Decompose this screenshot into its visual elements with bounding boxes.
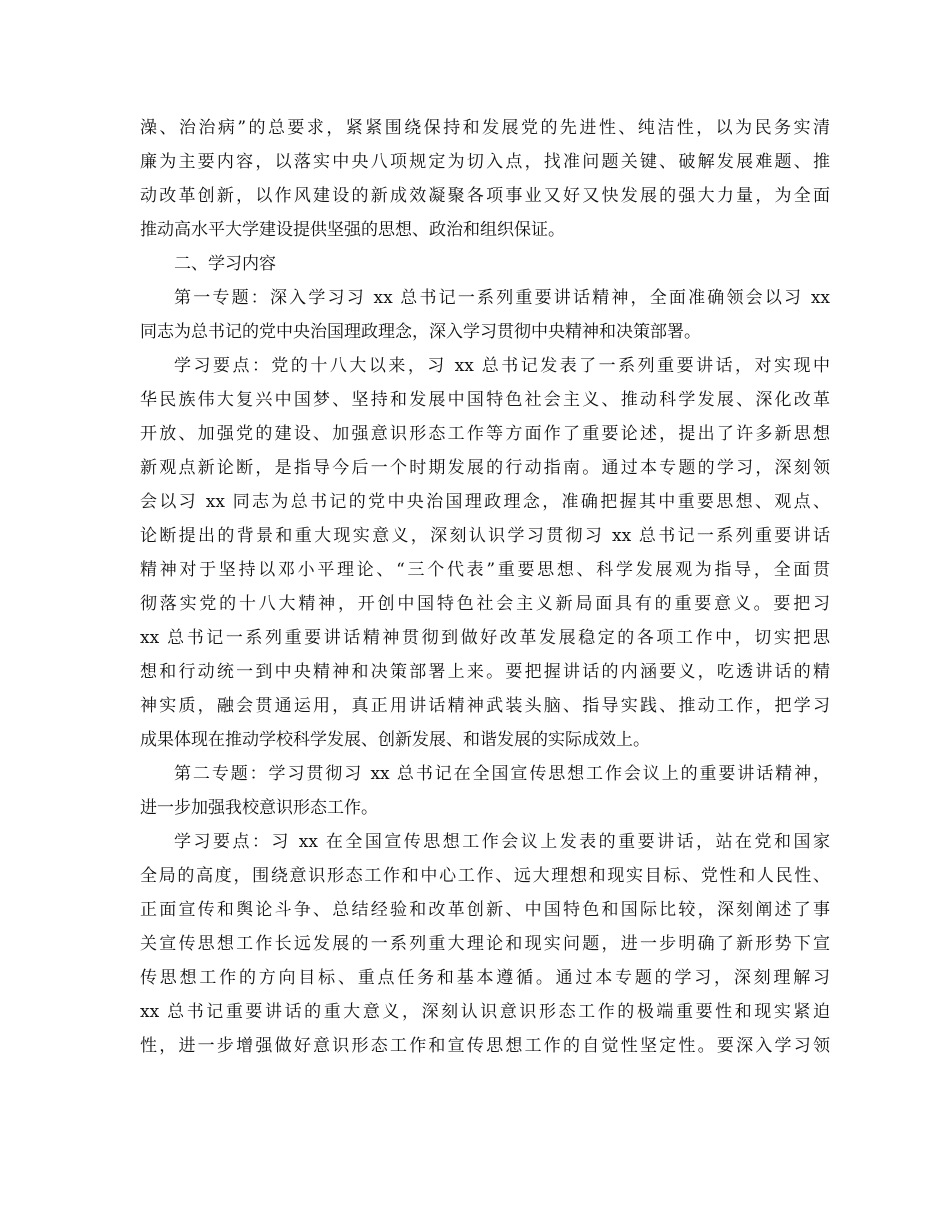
text-line: 彻落实党的十八大精神，开创中国特色社会主义新局面具有的重要意义。要把习 [140, 594, 830, 614]
text-line: 新观点新论断，是指导今后一个时期发展的行动指南。通过本专题的学习，深刻领 [140, 458, 830, 478]
topic-heading: 第一专题：深入学习习 xx 总书记一系列重要讲话精神，全面准确领会以习 xx [174, 288, 830, 308]
topic-heading: 第二专题：学习贯彻习 xx 总书记在全国宣传思想工作会议上的重要讲话精神， [174, 764, 830, 784]
text-line: 推动高水平大学建设提供坚强的思想、政治和组织保证。 [140, 220, 565, 240]
section-heading: 二、学习内容 [174, 254, 276, 274]
text-line: 想和行动统一到中央精神和决策部署上来。要把握讲话的内涵要义，吃透讲话的精 [140, 662, 830, 682]
text-line: 动改革创新，以作风建设的新成效凝聚各项事业又好又快发展的强大力量，为全面 [140, 186, 830, 206]
text-line: 传思想工作的方向目标、重点任务和基本遵循。通过本专题的学习，深刻理解习 [140, 968, 830, 988]
text-line: xx 总书记一系列重要讲话精神贯彻到做好改革发展稳定的各项工作中，切实把思 [140, 628, 830, 648]
document-page [140, 111, 830, 1063]
text-line: 精神对于坚持以邓小平理论、“三个代表”重要思想、科学发展观为指导，全面贯 [140, 560, 830, 580]
text-line: xx 总书记重要讲话的重大意义，深刻认识意识形态工作的极端重要性和现实紧迫 [140, 1002, 830, 1022]
text-line: 论断提出的背景和重大现实意义，深刻认识学习贯彻习 xx 总书记一系列重要讲话 [140, 526, 830, 546]
text-line: 澡、治治病”的总要求，紧紧围绕保持和发展党的先进性、纯洁性，以为民务实清 [140, 118, 830, 138]
text-line: 华民族伟大复兴中国梦、坚持和发展中国特色社会主义、推动科学发展、深化改革 [140, 390, 830, 410]
text-line: 廉为主要内容，以落实中央八项规定为切入点，找准问题关键、破解发展难题、推 [140, 152, 830, 172]
text-line: 进一步加强我校意识形态工作。 [140, 798, 378, 818]
text-line: 成果体现在推动学校科学发展、创新发展、和谐发展的实际成效上。 [140, 730, 650, 750]
text-line: 学习要点：习 xx 在全国宣传思想工作会议上发表的重要讲话，站在党和国家 [174, 832, 830, 852]
text-line: 学习要点：党的十八大以来，习 xx 总书记发表了一系列重要讲话，对实现中 [174, 356, 830, 376]
text-line: 开放、加强党的建设、加强意识形态工作等方面作了重要论述，提出了许多新思想 [140, 424, 830, 444]
text-line: 全局的高度，围绕意识形态工作和中心工作、远大理想和现实目标、党性和人民性、 [140, 866, 830, 886]
text-line: 性，进一步增强做好意识形态工作和宣传思想工作的自觉性坚定性。要深入学习领 [140, 1036, 830, 1056]
text-line: 神实质，融会贯通运用，真正用讲话精神武装头脑、指导实践、推动工作，把学习 [140, 696, 830, 716]
text-line: 关宣传思想工作长远发展的一系列重大理论和现实问题，进一步明确了新形势下宣 [140, 934, 830, 954]
text-line: 会以习 xx 同志为总书记的党中央治国理政理念，准确把握其中重要思想、观点、 [140, 492, 830, 512]
text-line: 正面宣传和舆论斗争、总结经验和改革创新、中国特色和国际比较，深刻阐述了事 [140, 900, 830, 920]
text-line: 同志为总书记的党中央治国理政理念，深入学习贯彻中央精神和决策部署。 [140, 322, 701, 342]
